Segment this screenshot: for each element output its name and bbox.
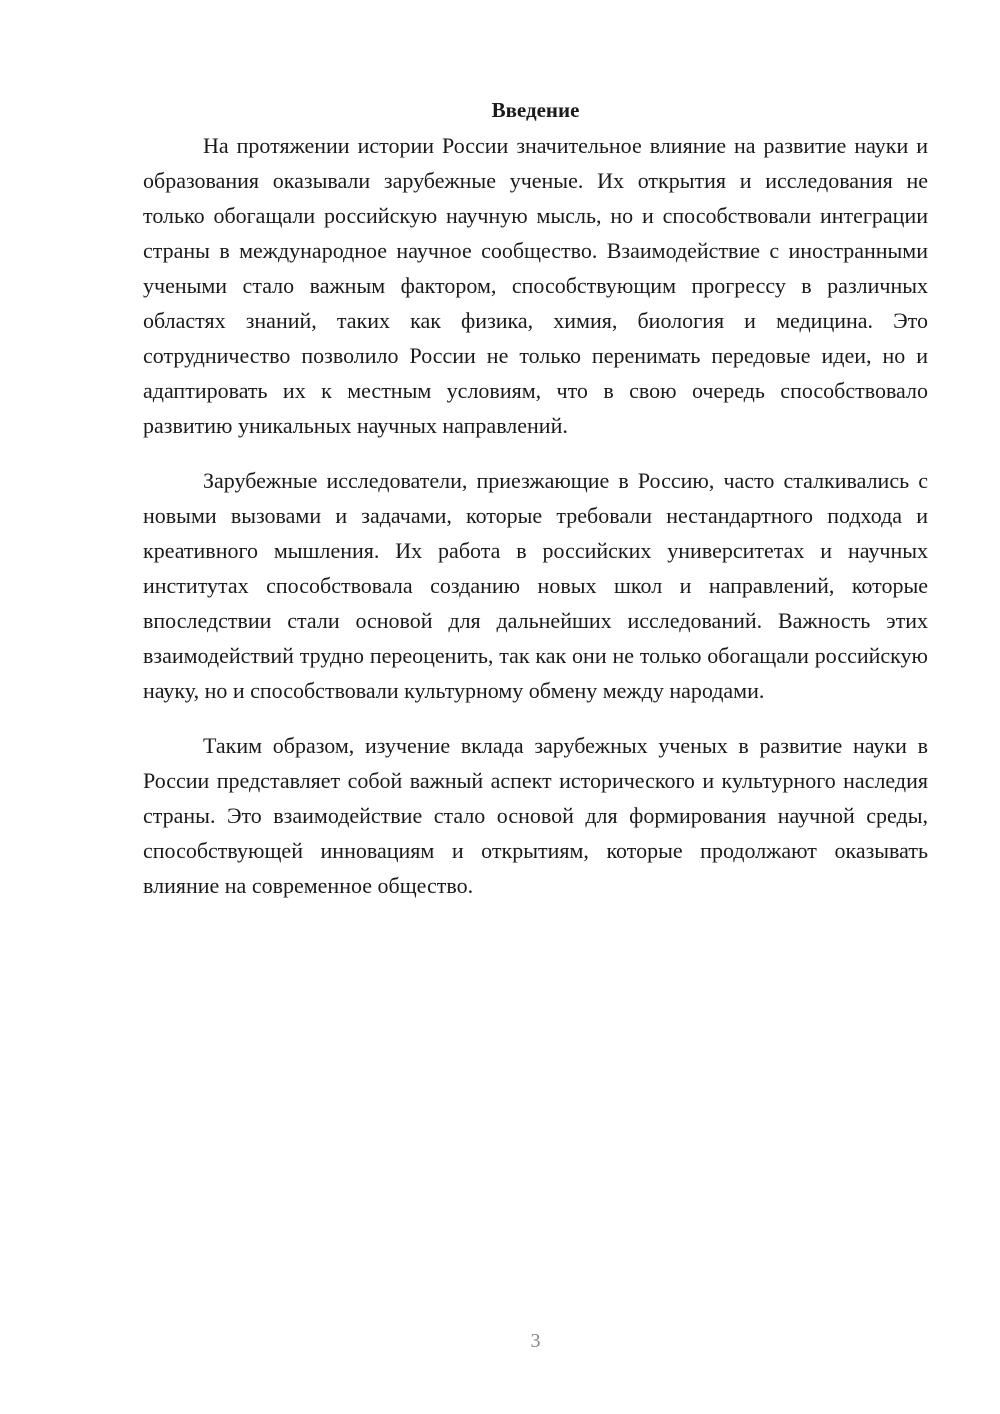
paragraph-3: Таким образом, изучение вклада зарубежных ученых в развитие науки в России представляет собой важный аспект исторического и культурного наследия страны. Это взаимодействие стало основой для формирования научной среды, способствующей инновациям и открытиям, которые продолжают оказывать влияние на современное общество.: [143, 733, 928, 898]
page-content: [143, 93, 928, 903]
page-number: 3: [530, 1330, 541, 1352]
paragraph-2: Зарубежные исследователи, приезжающие в Россию, часто сталкивались с новыми вызовами и задачами, которые требовали нестандартного подхода и креативного мышления. Их работа в российских университетах и научных институтах способствовала созданию новых школ и направлений, которые впоследствии стали основой для дальнейших исследований. Важность этих взаимодействий трудно переоценить, так как они не только обогащали российскую науку, но и способствовали культурному обмену между народами.: [143, 468, 928, 703]
paragraph-1: На протяжении истории России значительное влияние на развитие науки и образования оказывали зарубежные ученые. Их открытия и исследования не только обогащали российскую научную мысль, но и способствовали интеграции страны в международное научное сообщество. Взаимодействие с иностранными учеными стало важным фактором, способствующим прогрессу в различных областях знаний, таких как физика, химия, биология и медицина. Это сотрудничество позволило России не только перенимать передовые идеи, но и адаптировать их к местным условиям, что в свою очередь способствовало развитию уникальных научных направлений.: [143, 133, 928, 438]
section-heading: Введение: [491, 98, 580, 122]
